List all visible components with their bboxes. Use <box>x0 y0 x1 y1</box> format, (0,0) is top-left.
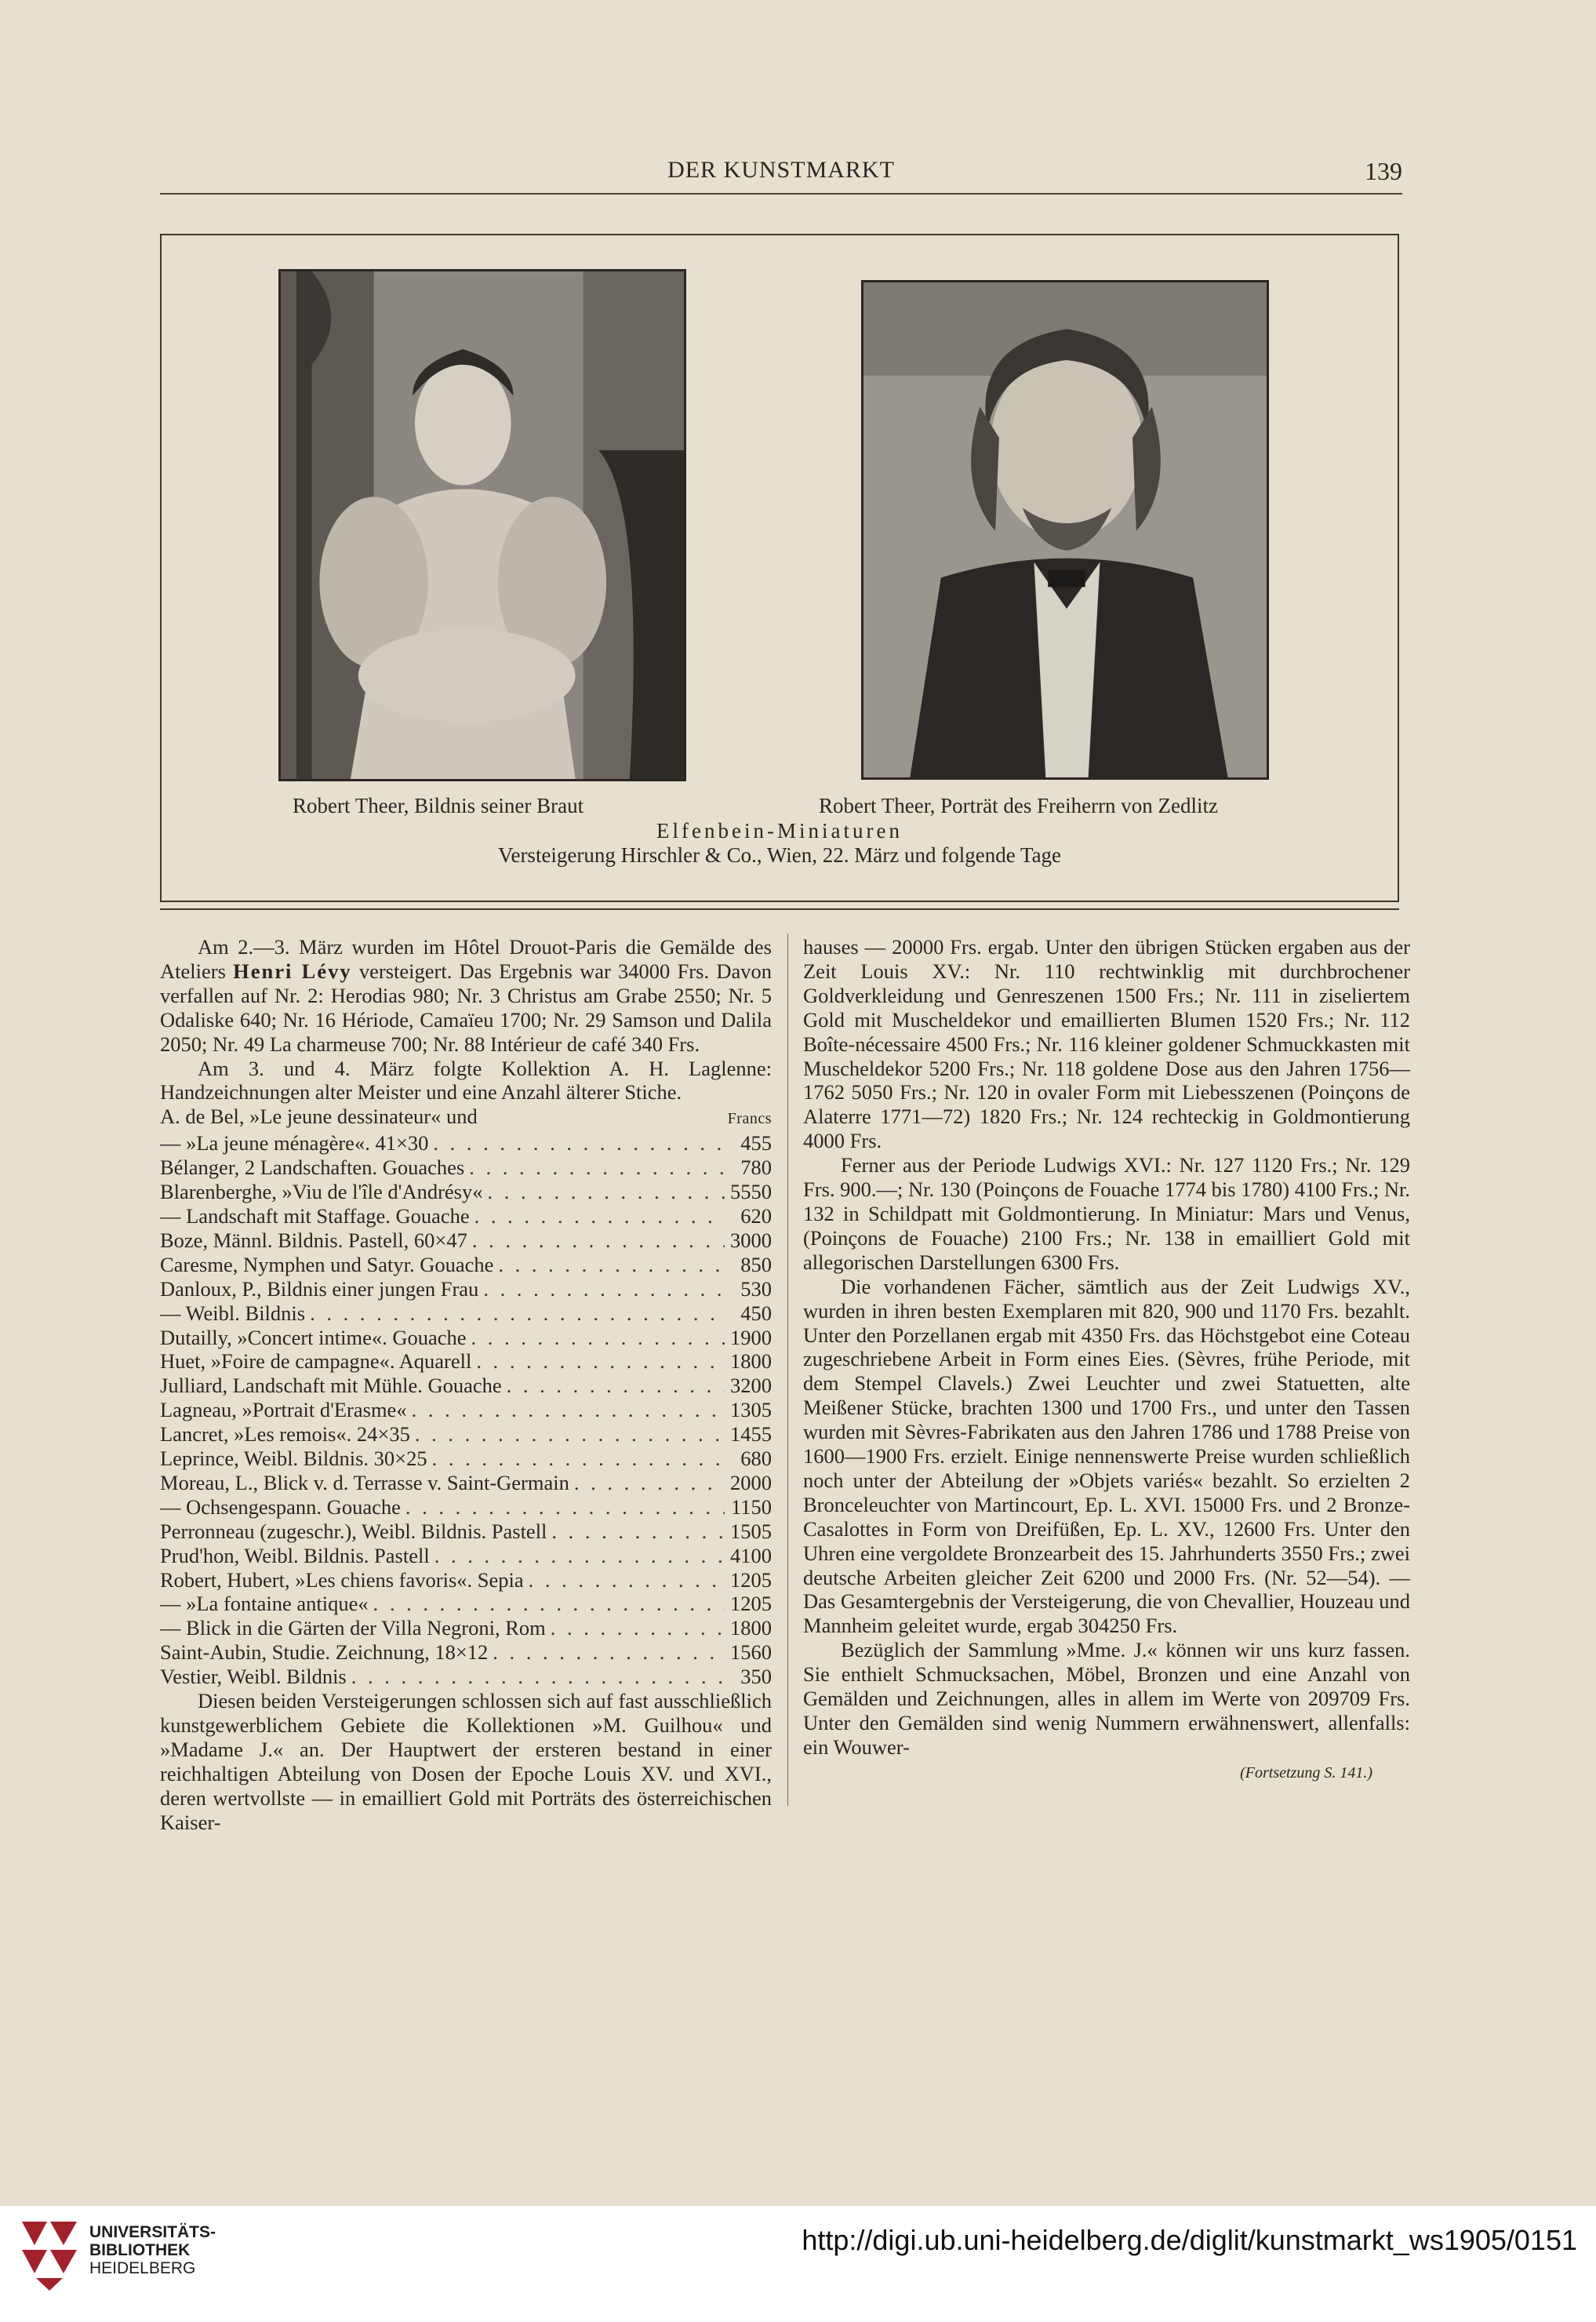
price-value: 1205 <box>730 1592 772 1616</box>
price-value: 1150 <box>730 1494 772 1519</box>
library-name <box>89 2223 216 2277</box>
leader-dots <box>427 1447 725 1471</box>
portrait-zedlitz-image <box>861 280 1269 780</box>
collector-name: Henri Lévy <box>233 959 352 983</box>
price-row <box>160 1374 772 1398</box>
price-row <box>160 1326 772 1350</box>
price-item-label: Moreau, L., Blick v. d. Terrasse v. Saint-Germain <box>160 1470 569 1494</box>
price-row <box>160 1180 772 1204</box>
leader-dots <box>305 1301 725 1326</box>
price-value: 4100 <box>730 1543 772 1567</box>
price-value: 680 <box>740 1447 772 1471</box>
price-list <box>160 1131 772 1689</box>
price-item-label: Lancret, »Les remois«. 24×35 <box>160 1422 410 1447</box>
leader-dots <box>430 1544 725 1568</box>
price-row <box>160 1616 772 1640</box>
price-item-label: Danloux, P., Bildnis einer jungen Frau <box>160 1276 479 1301</box>
price-row <box>160 1471 772 1495</box>
price-item-label: A. de Bel, »Le jeune dessinateur« und <box>160 1105 478 1129</box>
plate-sale-line: Versteigerung Hirschler & Co., Wien, 22. März und folgende Tage <box>497 843 1062 867</box>
leader-dots <box>470 1204 725 1228</box>
paragraph-mme-j: Bezüglich der Sammlung »Mme. J.« können wir uns kurz fassen. Sie enthielt Schmucksachen, Möbel, Bronzen und eine Anzahl von Gemälden und Zeichnungen, alles in allem im Werte von 209709 Frs. Unter den Gemälden sind wenig Nummern erwähnenswert, allenfalls: ein Wouwer- <box>803 1638 1410 1759</box>
price-list-header <box>160 1105 772 1131</box>
plate-title: Elfenbein-Miniaturen <box>656 819 903 843</box>
price-item-label: — Weibl. Bildnis <box>160 1301 306 1325</box>
price-value: 530 <box>740 1276 772 1301</box>
leader-dots <box>428 1131 725 1156</box>
price-row <box>160 1592 772 1616</box>
running-head <box>160 154 1402 190</box>
price-value: 455 <box>740 1131 772 1156</box>
leader-dots <box>467 1228 725 1253</box>
price-value: 1900 <box>730 1325 772 1349</box>
header-rule <box>160 193 1402 195</box>
price-value: 5550 <box>730 1180 772 1204</box>
price-row <box>160 1277 772 1301</box>
university-library-logo-icon <box>16 2214 83 2292</box>
price-value: 3000 <box>730 1228 772 1252</box>
library-name-line1: UNIVERSITÄTS- <box>89 2223 216 2241</box>
plate-bottom-rule <box>160 908 1399 910</box>
paragraph-guilhou: Diesen beiden Versteigerungen schlossen sich auf fast ausschließlich kunstgewerblichem Gebiete die Kollektionen »M. Guilhou« und »Madame J.« an. Der Hauptwert der ersteren bestand in einer reichhaltigen Abteilung von Dosen der Epoche Louis XV. und XVI., deren wertvollste — in emailliert Gold mit Porträts des österreichischen Kaiser- <box>160 1689 772 1834</box>
leader-dots <box>488 1640 725 1665</box>
price-row <box>160 1665 772 1689</box>
continuation-note: (Fortsetzung S. 141.) <box>1240 1763 1372 1782</box>
price-value: 1505 <box>730 1519 772 1543</box>
price-item-label: — Blick in die Gärten der Villa Negroni, Rom <box>160 1616 546 1640</box>
price-value: 1560 <box>730 1640 772 1665</box>
price-unit: Francs <box>727 1110 772 1128</box>
left-column <box>160 935 772 1835</box>
price-row <box>160 1204 772 1228</box>
price-row <box>160 1228 772 1253</box>
price-item-label: Blarenberghe, »Viu de l'île d'Andrésy« <box>160 1180 483 1204</box>
price-value: 1305 <box>730 1398 772 1422</box>
price-row <box>160 1131 772 1156</box>
price-item-label: Caresme, Nymphen und Satyr. Gouache <box>160 1252 494 1276</box>
price-item-label: Robert, Hubert, »Les chiens favoris«. Sepia <box>160 1567 524 1592</box>
leader-dots <box>546 1616 725 1640</box>
leader-dots <box>502 1374 725 1398</box>
leader-dots <box>471 1349 725 1374</box>
right-column <box>803 935 1410 1785</box>
running-title: DER KUNSTMARKT <box>667 157 895 183</box>
paragraph-levy <box>160 935 772 1057</box>
price-value: 1800 <box>730 1349 772 1374</box>
price-value: 780 <box>740 1156 772 1180</box>
paragraph-text: Am 2.—3. März wurden im Hôtel Drouot-Paris die Gemälde des Ateliers <box>160 935 772 983</box>
price-item-label: Dutailly, »Concert intime«. Gouache <box>160 1325 467 1349</box>
price-row <box>160 1422 772 1447</box>
leader-dots <box>407 1398 725 1422</box>
leader-dots <box>464 1156 725 1180</box>
leader-dots <box>401 1495 725 1519</box>
leader-dots <box>524 1568 725 1592</box>
leader-dots <box>483 1180 725 1204</box>
price-row <box>160 1544 772 1568</box>
price-value: 2000 <box>730 1470 772 1494</box>
price-value: 3200 <box>730 1374 772 1398</box>
price-item-label: — Landschaft mit Staffage. Gouache <box>160 1203 470 1228</box>
price-item-label: — Ochsengespann. Gouache <box>160 1494 401 1519</box>
leader-dots <box>369 1592 725 1616</box>
leader-dots <box>478 1277 725 1301</box>
price-row <box>160 1568 772 1592</box>
price-item-label: — »La fontaine antique« <box>160 1592 369 1616</box>
price-row <box>160 1495 772 1519</box>
price-item-label: — »La jeune ménagère«. 41×30 <box>160 1131 429 1156</box>
price-item-label: Perronneau (zugeschr.), Weibl. Bildnis. Pastell <box>160 1519 547 1543</box>
price-row <box>160 1349 772 1374</box>
portrait-bride-image <box>278 269 686 781</box>
leader-dots <box>493 1253 725 1277</box>
price-item-label: Bélanger, 2 Landschaften. Gouaches <box>160 1156 465 1180</box>
price-value: 620 <box>740 1203 772 1228</box>
price-row <box>160 1253 772 1277</box>
leader-dots <box>347 1665 725 1689</box>
price-item-label: Julliard, Landschaft mit Mühle. Gouache <box>160 1374 502 1398</box>
leader-dots <box>410 1422 725 1447</box>
library-name-line3: HEIDELBERG <box>89 2259 196 2277</box>
caption-left: Robert Theer, Bildnis seiner Braut <box>293 794 584 817</box>
paragraph-louis-xvi: Ferner aus der Periode Ludwigs XVI.: Nr. 127 1120 Frs.; Nr. 129 Frs. 900.—; Nr. 130 (Poinçons de Fouache 1774 bis 1780) 4100 Frs.; Nr. 132 in Schildpatt mit Goldmontierung. In Miniatur: Mars und Venus, (Poinçons de Fouache) 2100 Frs.; Nr. 138 in emailliert Gold mit allegorischen Darstellungen 6300 Frs. <box>803 1153 1410 1274</box>
paragraph-text: versteigert. Das Ergebnis war 34000 Frs. Davon verfallen auf Nr. 2: Herodias 980; Nr. 3 Christus am Grabe 2550; Nr. 5 Odaliske 640; Nr. 16 Hériode, Camaïeu 1700; Nr. 29 Samson und Dalila 2050; Nr. 49 La charmeuse 700; Nr. 88 Intérieur de café 340 Frs. <box>160 959 772 1056</box>
price-value: 350 <box>740 1665 772 1689</box>
price-item-label: Lagneau, »Portrait d'Erasme« <box>160 1398 407 1422</box>
caption-right: Robert Theer, Porträt des Freiherrn von Zedlitz <box>819 794 1219 817</box>
price-item-label: Boze, Männl. Bildnis. Pastell, 60×47 <box>160 1228 467 1252</box>
paragraph-continued: hauses — 20000 Frs. ergab. Unter den übrigen Stücken ergaben aus der Zeit Louis XV.: Nr. 110 rechtwinklig mit durchbrochener Goldverkleidung und Genreszenen 1500 Frs.; Nr. 111 in ziseliertem Gold mit Muscheldekor und emaillierten Blumen 1520 Frs.; Nr. 112 Boîte-nécessaire 4500 Frs.; Nr. 116 kleiner goldener Schmuckkasten mit Muscheldekor 5200 Frs.; Nr. 118 goldene Dose aus den Jahren 1756—1762 5050 Frs.; Nr. 120 in ovaler Form mit Liebesszenen (Poinçons de Alaterre 1771—72) 1820 Frs.; Nr. 124 rechteckig in Goldmontierung 4000 Frs. <box>803 935 1410 1153</box>
price-value: 1205 <box>730 1567 772 1592</box>
price-value: 1455 <box>730 1422 772 1447</box>
price-value: 850 <box>740 1252 772 1276</box>
source-url-link[interactable]: http://digi.ub.uni-heidelberg.de/diglit/kunstmarkt_ws1905/0151 <box>802 2224 1577 2256</box>
leader-dots <box>547 1519 725 1544</box>
price-item-label: Vestier, Weibl. Bildnis <box>160 1665 347 1689</box>
library-name-line2: BIBLIOTHEK <box>89 2241 191 2259</box>
price-item-label: Saint-Aubin, Studie. Zeichnung, 18×12 <box>160 1640 489 1665</box>
price-row <box>160 1156 772 1180</box>
page-number: 139 <box>1365 157 1402 185</box>
paragraph-laglenne: Am 3. und 4. März folgte Kollektion A. H. Laglenne: Handzeichnungen alter Meister und eine Anzahl älterer Stiche. <box>160 1056 772 1105</box>
price-value: 1800 <box>730 1616 772 1640</box>
price-item-label: Prud'hon, Weibl. Bildnis. Pastell <box>160 1543 430 1567</box>
price-row <box>160 1640 772 1665</box>
paragraph-faecher: Die vorhandenen Fächer, sämtlich aus der Zeit Ludwigs XV., wurden in ihren besten Exemplaren mit 820, 900 und 1170 Frs. bezahlt. Unter den Porzellanen ergab mit 4350 Frs. das Höchstgebot eine Coteau zugeschriebene Arbeit in Form eines Eies. (Sèvres, frühe Periode, mit dem Stempel Clavels.) Zwei Leuchter und zwei Statuetten, alte Meißener Stücke, brachten 1300 und 1700 Frs., und unter den Tassen wurden mit Sèvres-Fabrikaten aus den Jahren 1786 und 1788 Preise von 1600—1900 Frs. erzielt. Einige nennenswerte Preise wurden schließlich noch unter der Abteilung der »Objets variés« bezahlt. So erzielten 2 Bronceleuchter von Martincourt, Ep. L. XVI. 15000 Frs. und 2 Bronze-Casalottes in Form von Dreifüßen, Ep. L. XV., 12600 Frs. Unter den Uhren eine vergoldete Bronzearbeit des 15. Jahrhunderts 3550 Frs.; zwei deutsche Arbeiten gleicher Zeit 6200 und 2000 Frs. (Nr. 52—54). — Das Gesamtergebnis der Versteigerung, die von Chevallier, Houzeau und Mannheim geleitet wurde, ergab 304250 Frs. <box>803 1274 1410 1638</box>
price-value: 450 <box>740 1301 772 1325</box>
price-item-label: Huet, »Foire de campagne«. Aquarell <box>160 1349 472 1374</box>
price-row <box>160 1398 772 1422</box>
leader-dots <box>569 1471 725 1495</box>
price-row <box>160 1519 772 1544</box>
price-item-label: Leprince, Weibl. Bildnis. 30×25 <box>160 1447 427 1471</box>
price-row <box>160 1301 772 1326</box>
price-row <box>160 1447 772 1471</box>
column-divider <box>787 934 788 1806</box>
leader-dots <box>467 1326 725 1350</box>
